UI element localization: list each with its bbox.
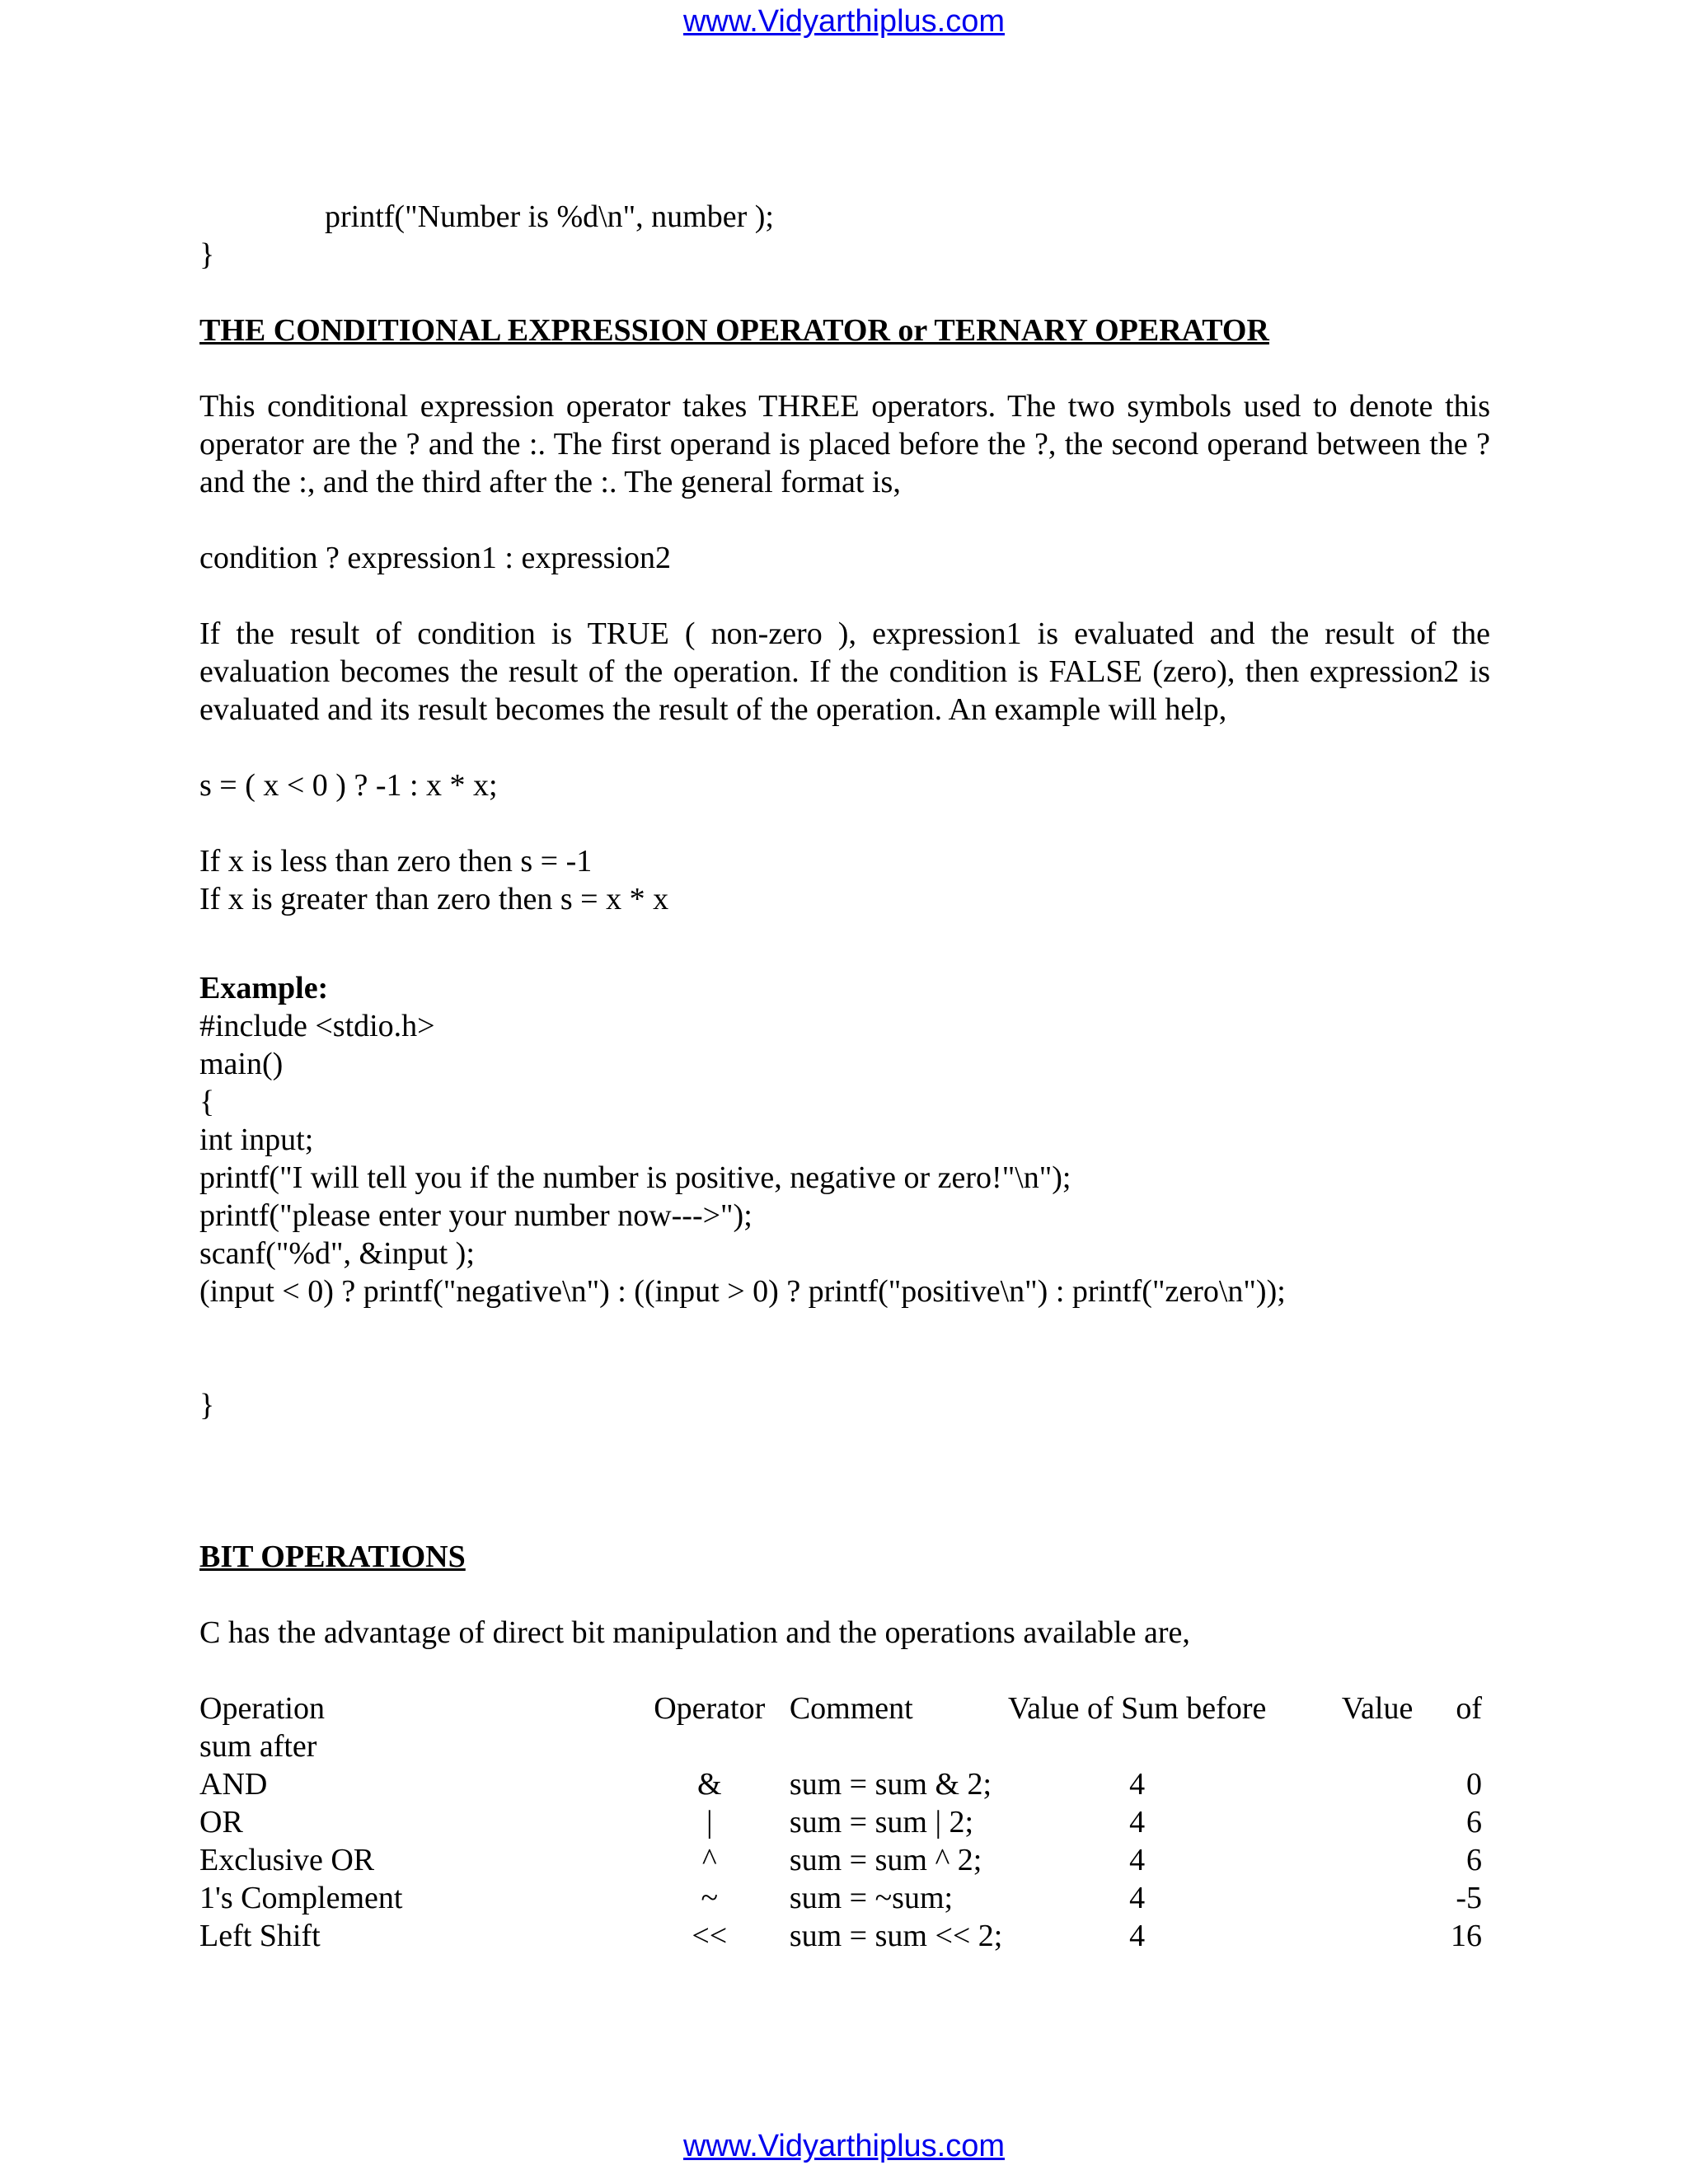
section-heading-bit-operations: BIT OPERATIONS (199, 1540, 466, 1574)
code-line: } (199, 237, 215, 272)
footer-link[interactable]: www.Vidyarthiplus.com (682, 2129, 1005, 2163)
cell-comment: sum = sum | 2; (789, 1805, 974, 1840)
explanation-line: If x is greater than zero then s = x * x (199, 882, 669, 916)
table-header-row (199, 1690, 1490, 1727)
code-line: main() (199, 1047, 284, 1081)
cell-comment: sum = sum << 2; (789, 1919, 1003, 1953)
explanation-line: If x is less than zero then s = -1 (199, 844, 593, 879)
cell-operator: << (692, 1919, 728, 1953)
code-line: int input; (199, 1122, 314, 1157)
cell-before: 4 (1129, 1843, 1146, 1877)
cell-operator: | (706, 1805, 713, 1840)
cell-after: 6 (1466, 1843, 1482, 1877)
cell-comment: sum = sum ^ 2; (789, 1843, 982, 1877)
cell-operator: ^ (701, 1843, 717, 1877)
table-row (199, 1917, 1490, 1955)
cell-after: 0 (1466, 1767, 1482, 1802)
paragraph: C has the advantage of direct bit manipulation and the operations available are, (199, 1615, 1190, 1650)
document-body (199, 198, 1490, 1955)
section-heading-ternary: THE CONDITIONAL EXPRESSION OPERATOR or TERNARY OPERATOR (199, 313, 1269, 348)
cell-before: 4 (1129, 1881, 1146, 1915)
code-line: scanf("%d", &input ); (199, 1236, 475, 1271)
header-word: of (1456, 1691, 1482, 1726)
cell-operation: 1's Complement (199, 1881, 403, 1915)
cell-after: 16 (1451, 1919, 1482, 1953)
paragraph: If the result of condition is TRUE ( non-zero ), expression1 is evaluated and the result of the evaluation becomes the result of the operation. If the condition is FALSE (zero), then expression2 is evaluated and its result becomes the result of the operation. An example will help, (199, 616, 1490, 727)
cell-operation: Exclusive OR (199, 1843, 375, 1877)
cell-operation: OR (199, 1805, 243, 1840)
table-row (199, 1841, 1490, 1879)
code-line: printf("I will tell you if the number is positive, negative or zero!"\n"); (199, 1160, 1071, 1195)
cell-operator: & (696, 1767, 722, 1802)
code-line: (input < 0) ? printf("negative\n") : ((input > 0) ? printf("positive\n") : printf("zero\n")); (199, 1274, 1286, 1309)
column-header-comment: Comment (789, 1691, 913, 1726)
table-header-wrap-row (199, 1727, 1490, 1765)
cell-comment: sum = sum & 2; (789, 1767, 992, 1802)
cell-operation: Left Shift (199, 1919, 321, 1953)
table-row (199, 1765, 1490, 1803)
header-word: Value (1341, 1691, 1414, 1726)
code-line: printf("Number is %d\n", number ); (325, 199, 774, 234)
column-header-operation: Operation (199, 1691, 325, 1726)
bit-operations-table (199, 1690, 1490, 1955)
cell-operation: AND (199, 1767, 268, 1802)
code-line: printf("please enter your number now--->"); (199, 1198, 753, 1233)
table-row (199, 1803, 1490, 1841)
code-line: { (199, 1085, 215, 1119)
cell-before: 4 (1129, 1919, 1146, 1953)
paragraph: This conditional expression operator takes THREE operators. The two symbols used to denote this operator are the ? and the :. The first operand is placed before the ?, the second operand between the ? and the :, and the third after the :. The general format is, (199, 389, 1490, 499)
cell-comment: sum = ~sum; (789, 1881, 954, 1915)
code-line: #include <stdio.h> (199, 1009, 435, 1043)
cell-after: 6 (1466, 1805, 1482, 1840)
cell-after: -5 (1456, 1881, 1482, 1915)
column-header-value-before: Value of Sum before (1007, 1691, 1267, 1726)
table-row (199, 1879, 1490, 1917)
cell-before: 4 (1129, 1767, 1146, 1802)
column-header-value-after (1266, 1690, 1490, 1727)
example-expression: s = ( x < 0 ) ? -1 : x * x; (199, 768, 498, 803)
header-link[interactable]: www.Vidyarthiplus.com (682, 4, 1005, 39)
code-line: } (199, 1388, 215, 1422)
example-label: Example: (199, 971, 329, 1005)
cell-before: 4 (1129, 1805, 1146, 1840)
column-header-operator: Operator (654, 1691, 766, 1726)
column-header-wrap: sum after (199, 1729, 317, 1764)
cell-operator: ~ (701, 1881, 719, 1915)
general-format: condition ? expression1 : expression2 (199, 541, 672, 575)
